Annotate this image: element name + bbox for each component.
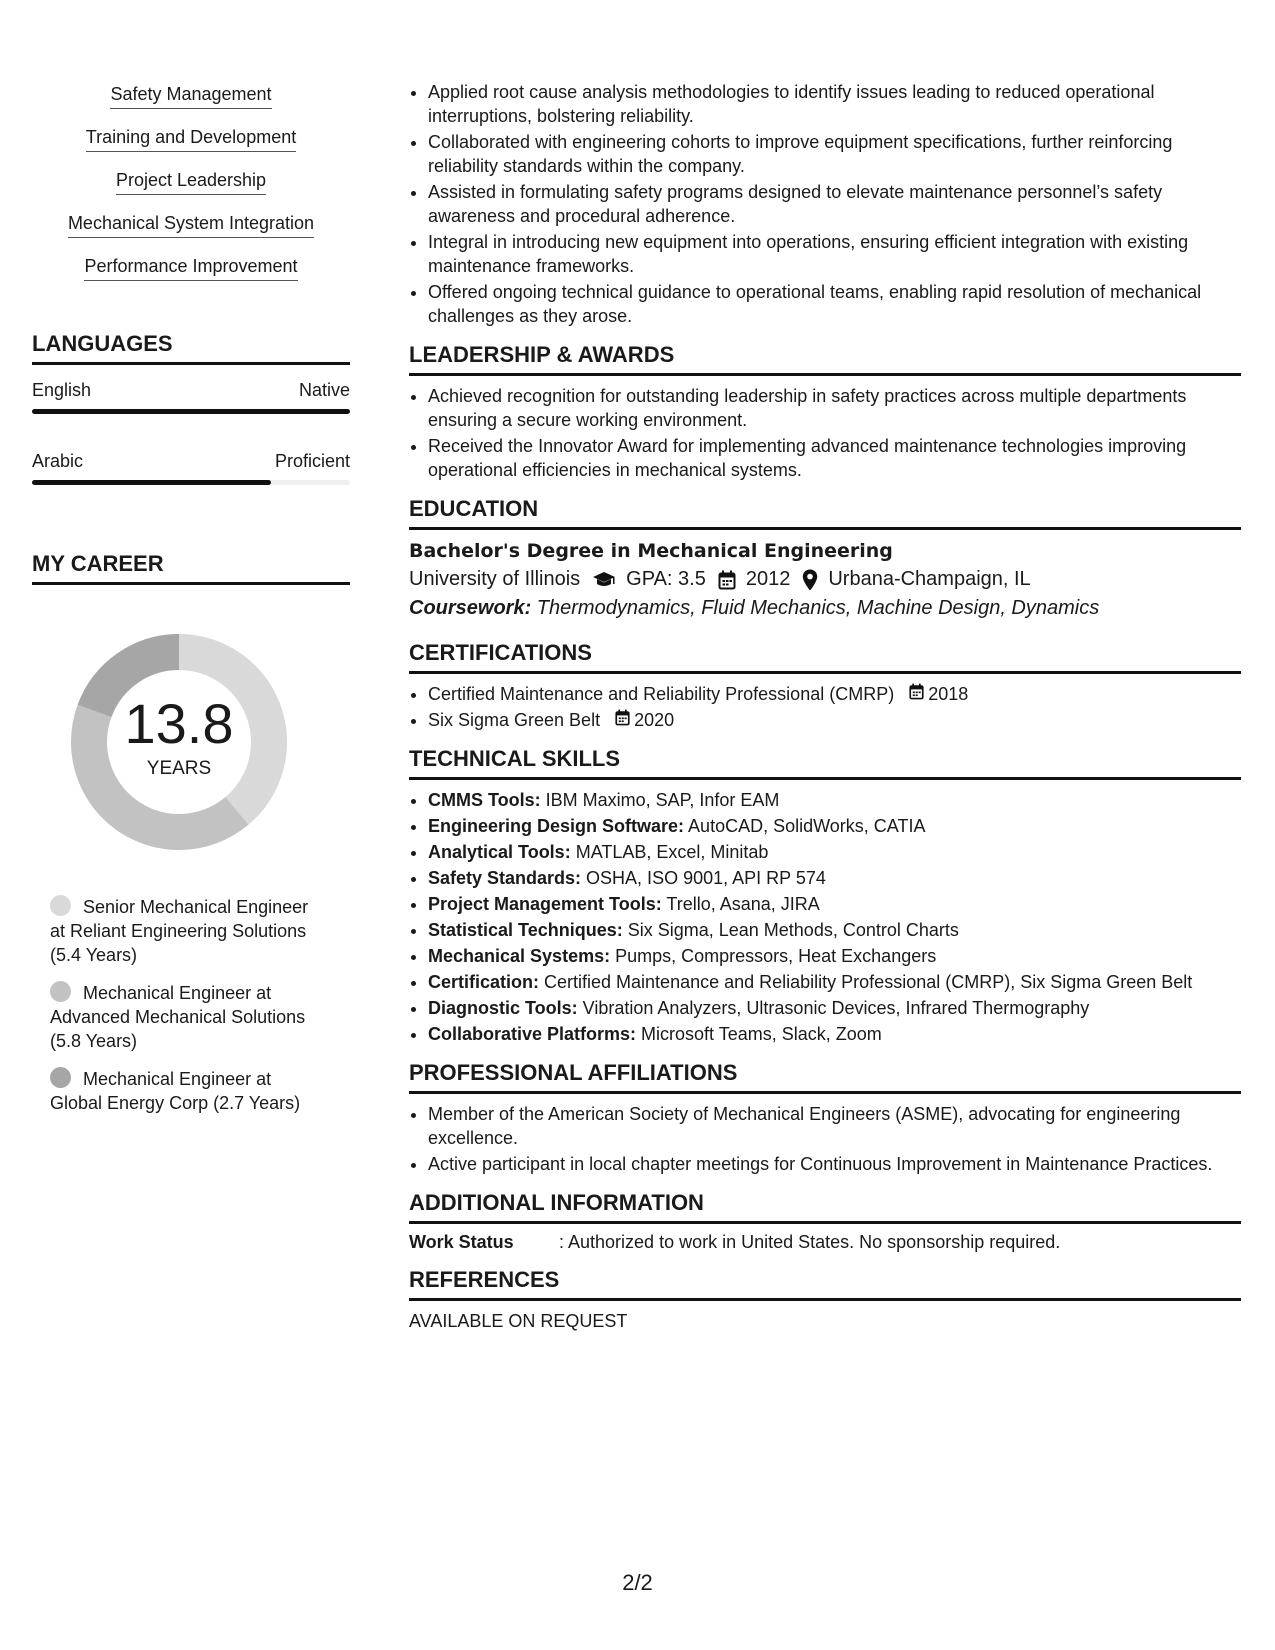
skill-label: Project Management Tools: [428,894,662,914]
skill-item: Training and Development [86,125,296,152]
skill-value: Trello, Asana, JIRA [661,894,820,914]
work-status-value: : Authorized to work in United States. No sponsorship required. [559,1232,1061,1252]
certification-year: 2018 [928,684,969,704]
technical-skill-item [428,866,1241,890]
technical-skills-heading: TECHNICAL SKILLS [409,746,1241,780]
language-level: Native [298,380,350,400]
additional-info-section [409,1190,1241,1253]
career-heading: MY CAREER [32,551,350,585]
skill-item: Performance Improvement [84,254,297,281]
language-item [32,379,350,414]
certifications-section [409,640,1241,732]
legend-dot-icon [50,981,71,1002]
additional-info-heading: ADDITIONAL INFORMATION [409,1190,1241,1224]
skill-label: Collaborative Platforms: [428,1024,637,1044]
career-total-unit: YEARS [146,758,212,779]
skill-label: Certification: [428,972,540,992]
skill-item: Safety Management [110,82,271,109]
technical-skills-section [409,746,1241,1046]
education-heading: EDUCATION [409,496,1241,530]
language-bar [32,480,350,485]
work-status-row [409,1232,1241,1253]
skill-value: Microsoft Teams, Slack, Zoom [636,1024,882,1044]
certification-name: Certified Maintenance and Reliability Professional (CMRP) [428,684,895,704]
career-legend-text: Mechanical Engineer at Global Energy Corp (2.7 Years) [50,1069,301,1113]
language-item [32,450,350,485]
education-degree: Bachelor's Degree in Mechanical Engineering [409,540,893,562]
leadership-heading: LEADERSHIP & AWARDS [409,342,1241,376]
calendar-icon [718,570,736,590]
map-pin-icon [802,569,818,591]
career-legend [50,895,325,1115]
skill-label: CMMS Tools: [428,790,541,810]
certification-year: 2020 [634,710,675,730]
skill-item: Project Leadership [116,168,266,195]
technical-skill-item [428,892,1241,916]
legend-dot-icon [50,895,71,916]
affiliation-item: • Active participant in local chapter meetings for Continuous Improvement in Maintenance Practices. [428,1152,1241,1176]
affiliation-item: • Member of the American Society of Mechanical Engineers (ASME), advocating for engineering excellence. [428,1102,1241,1150]
skill-label: Diagnostic Tools: [428,998,578,1018]
skill-value: Pumps, Compressors, Heat Exchangers [610,946,937,966]
language-level: Proficient [274,451,350,471]
skills-list [32,82,350,297]
career-legend-text: Senior Mechanical Engineer at Reliant Engineering Solutions (5.4 Years) [50,897,309,965]
education-gpa: GPA: 3.5 [626,568,706,590]
sidebar [32,82,350,1129]
technical-skill-item [428,970,1241,994]
experience-bullet: • Assisted in formulating safety programs designed to elevate maintenance personnel’s safety awareness and procedural adherence. [428,180,1241,228]
experience-bullet: • Offered ongoing technical guidance to operational teams, enabling rapid resolution of mechanical challenges as they arose. [428,280,1241,328]
skill-value: OSHA, ISO 9001, API RP 574 [581,868,826,888]
education-details [409,568,1241,591]
languages-section [32,331,350,485]
skill-label: Engineering Design Software: [428,816,685,836]
skill-label: Analytical Tools: [428,842,571,862]
references-heading: REFERENCES [409,1267,1241,1301]
work-status-label: Work Status [409,1232,514,1252]
education-section [409,496,1241,620]
references-section [409,1267,1241,1332]
language-bar [32,409,350,414]
technical-skill-item [428,996,1241,1020]
main-content [409,80,1241,1332]
skill-value: Certified Maintenance and Reliability Professional (CMRP), Six Sigma Green Belt [539,972,1193,992]
education-year: 2012 [745,568,791,590]
legend-dot-icon [50,1067,71,1088]
language-bar-fill [32,480,271,485]
technical-skill-item [428,944,1241,968]
technical-skill-item [428,788,1241,812]
page-number: 2/2 [622,1570,653,1595]
language-bar-fill [32,409,350,414]
skill-label: Statistical Techniques: [428,920,623,940]
skill-value: AutoCAD, SolidWorks, CATIA [684,816,926,836]
technical-skill-item [428,814,1241,838]
language-name: Arabic [32,451,84,471]
technical-skill-item [428,1022,1241,1046]
career-legend-item [50,981,325,1053]
coursework-label: Coursework: [409,597,532,619]
skill-value: IBM Maximo, SAP, Infor EAM [540,790,780,810]
references-text: AVAILABLE ON REQUEST [409,1311,628,1331]
experience-bullet: • Integral in introducing new equipment into operations, ensuring efficient integration with existing maintenance frameworks. [428,230,1241,278]
graduation-cap-icon [592,571,616,589]
career-legend-item [50,895,325,967]
affiliations-section [409,1060,1241,1176]
technical-skill-item [428,840,1241,864]
certification-item [428,682,1241,706]
leadership-item: • Received the Innovator Award for implementing advanced maintenance technologies improving operational efficiencies in mechanical systems. [428,434,1241,482]
career-section [32,551,350,1115]
certification-name: Six Sigma Green Belt [428,710,601,730]
certification-item [428,708,1241,732]
skill-label: Safety Standards: [428,868,582,888]
coursework-text: Thermodynamics, Fluid Mechanics, Machine Design, Dynamics [531,597,1100,619]
experience-bullet: • Collaborated with engineering cohorts to improve equipment specifications, further reinforcing reliability standards within the company. [428,130,1241,178]
affiliations-heading: PROFESSIONAL AFFILIATIONS [409,1060,1241,1094]
career-total-value: 13.8 [124,692,234,755]
calendar-icon [909,682,924,706]
education-school: University of Illinois [409,568,581,590]
skill-item: Mechanical System Integration [68,211,314,238]
leadership-item: • Achieved recognition for outstanding leadership in safety practices across multiple departments ensuring a secure working environment. [428,384,1241,432]
career-donut [64,627,294,857]
language-name: English [32,380,92,400]
experience-bullet: • Applied root cause analysis methodologies to identify issues leading to reduced operational interruptions, bolstering reliability. [428,80,1241,128]
career-legend-item [50,1067,325,1115]
calendar-icon [615,708,630,732]
skill-value: MATLAB, Excel, Minitab [570,842,769,862]
education-location: Urbana-Champaign, IL [828,568,1031,590]
experience-bullets [409,80,1241,328]
skill-value: Six Sigma, Lean Methods, Control Charts [622,920,959,940]
languages-heading: LANGUAGES [32,331,350,365]
certifications-heading: CERTIFICATIONS [409,640,1241,674]
skill-value: Vibration Analyzers, Ultrasonic Devices, Infrared Thermography [577,998,1090,1018]
career-legend-text: Mechanical Engineer at Advanced Mechanical Solutions (5.8 Years) [50,983,306,1051]
skill-label: Mechanical Systems: [428,946,611,966]
education-coursework [409,597,1241,620]
leadership-section [409,342,1241,482]
technical-skill-item [428,918,1241,942]
